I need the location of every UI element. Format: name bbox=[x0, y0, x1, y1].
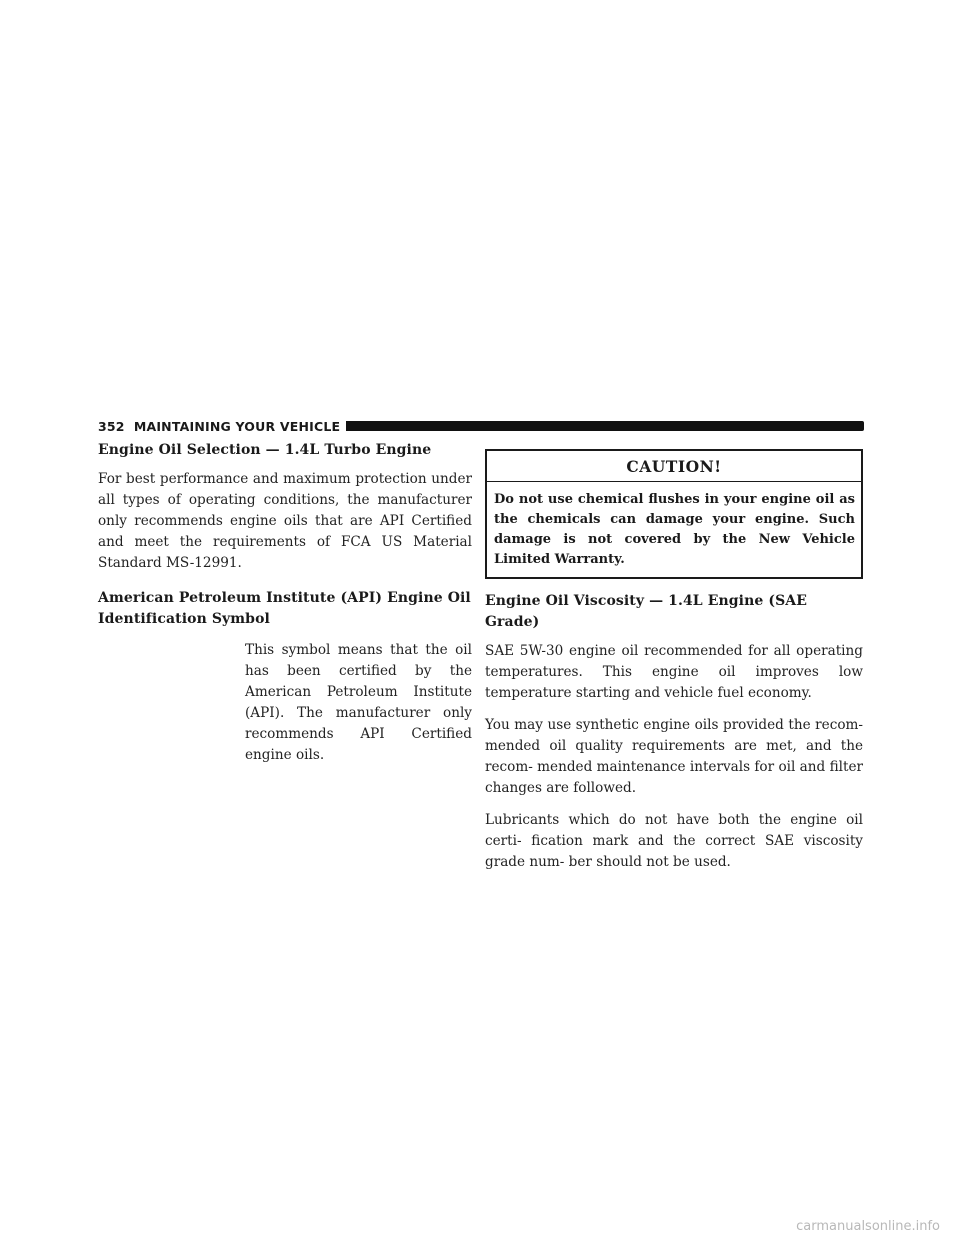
api-symbol-image-area bbox=[98, 638, 245, 777]
section-title: MAINTAINING YOUR VEHICLE bbox=[133, 418, 341, 434]
viscosity-paragraph-1: SAE 5W-30 engine oil recommended for all operating temperatures. This engine oil improves low temperature starting and vehicle fuel economy. bbox=[485, 643, 863, 701]
api-symbol-heading bbox=[98, 588, 472, 630]
engine-oil-selection-paragraph: For best performance and maximum protection under all types of operating conditions, the manufacturer only recommends engine oils that are API Certified and meet the requirements of FCA US Material Standard MS-12991. bbox=[98, 471, 472, 571]
caution-body: Do not use chemical flushes in your engine oil as the chemicals can damage your engine. Such damage is not covered by the New Vehicle Limited Warranty. bbox=[494, 492, 855, 567]
api-symbol-heading-line1: American Petroleum Institute (API) Engine Oil bbox=[98, 590, 471, 606]
header-bar bbox=[346, 421, 864, 431]
engine-oil-selection-heading: Engine Oil Selection — 1.4L Turbo Engine bbox=[98, 442, 432, 458]
left-column bbox=[98, 440, 472, 777]
page-number: 352 bbox=[98, 418, 125, 434]
api-symbol-block bbox=[98, 638, 472, 777]
caution-box bbox=[485, 449, 863, 579]
page-header bbox=[98, 418, 864, 434]
watermark: carmanualsonline.info bbox=[796, 1219, 940, 1234]
api-symbol-heading-line2: Identification Symbol bbox=[98, 611, 270, 627]
viscosity-paragraph-3: Lubricants which do not have both the engine oil certi- fication mark and the correct SAE viscosity grade num- ber should not be used. bbox=[485, 812, 863, 870]
api-symbol-description: This symbol means that the oil has been certified by the American Petroleum Institute (API). The manufacturer only recommends API Certified engine oils. bbox=[245, 642, 472, 763]
viscosity-paragraph-2: You may use synthetic engine oils provided the recom- mended oil quality requirements are met, and the recom- mended maintenance intervals for oil and filter changes are followed. bbox=[485, 717, 863, 796]
engine-oil-viscosity-heading: Engine Oil Viscosity — 1.4L Engine (SAE Grade) bbox=[485, 593, 808, 630]
caution-title: CAUTION! bbox=[487, 451, 861, 482]
right-column bbox=[485, 444, 863, 884]
page-header-text bbox=[98, 419, 340, 434]
